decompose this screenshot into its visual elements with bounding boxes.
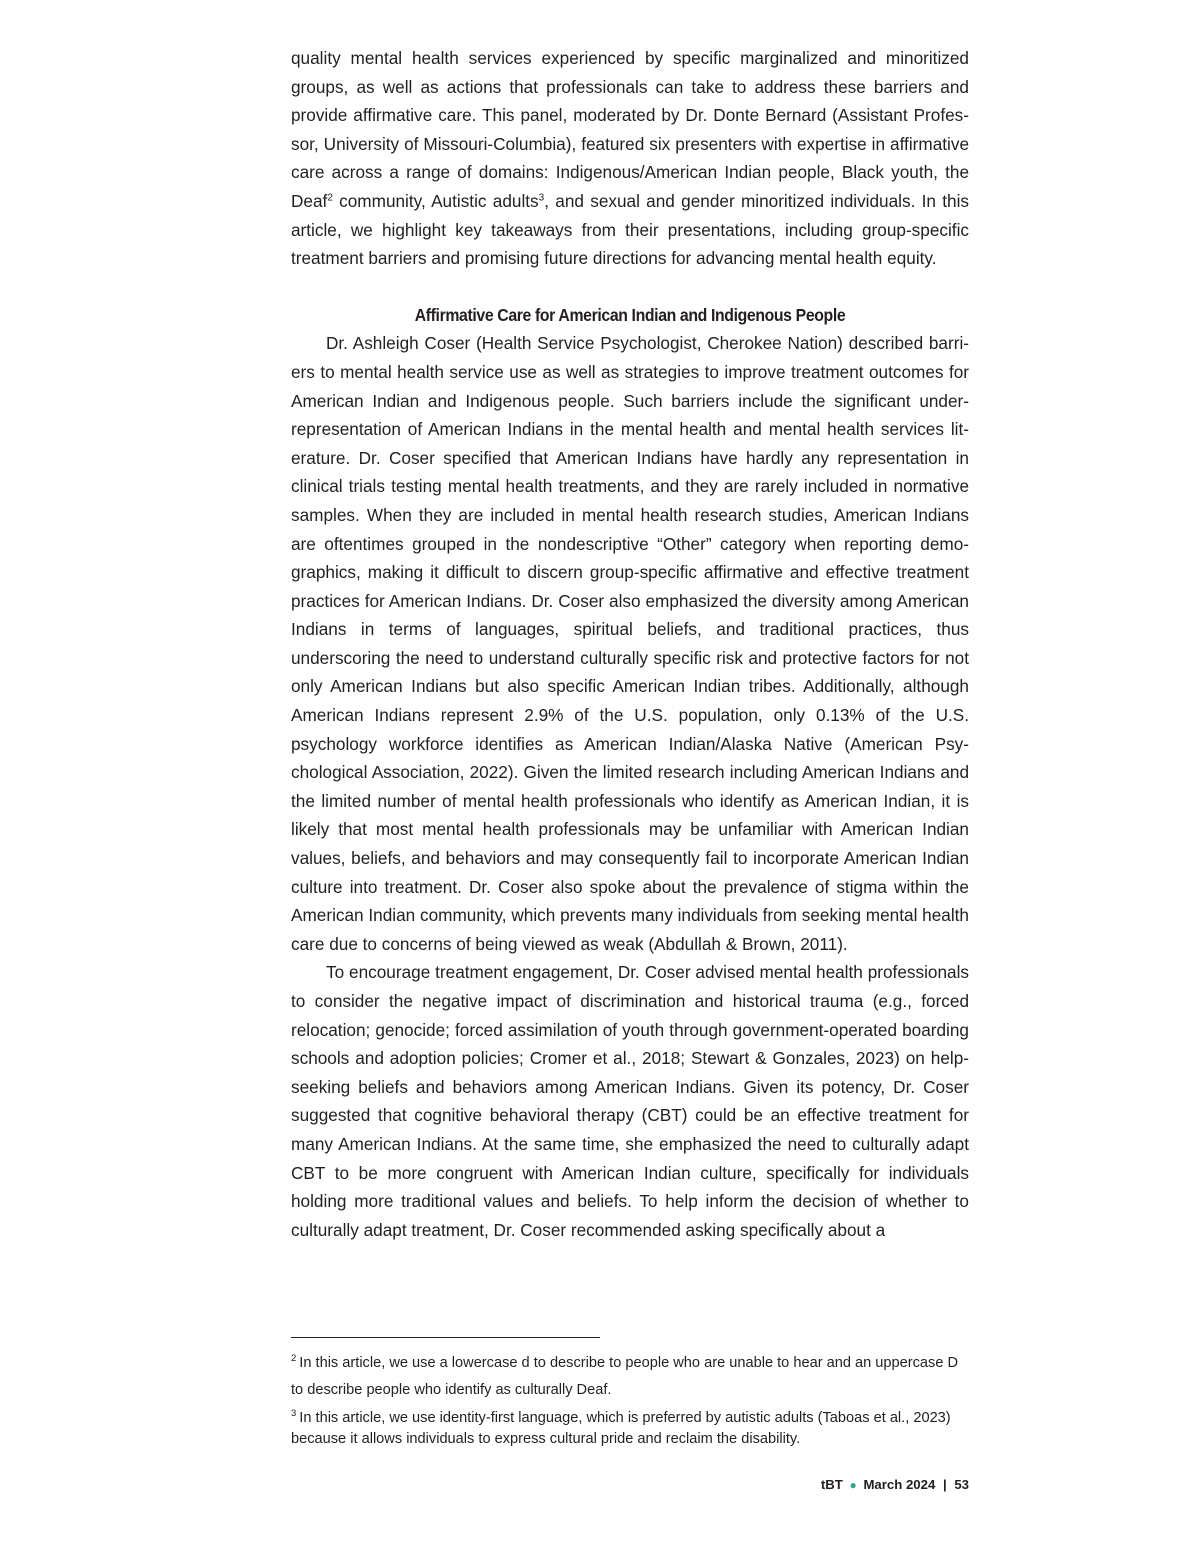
footer-separator: | <box>942 1477 947 1492</box>
body-paragraph-1: Dr. Ashleigh Coser (Health Service Psychologist, Cherokee Nation) described barriers to mental health service use as well as strategies to improve treatment outcomes for American Indian and Indigenous people. Such barriers include the significant under-representation of American Indians in the mental health and mental health services literature. Dr. Coser specified that American Indians have hardly any representation in clinical trials testing mental health treatments, and they are rarely included in normative samples. When they are included in mental health research studies, American Indians are oftentimes grouped in the nondescriptive “Other” category when reporting demographics, making it difficult to discern group-specific affirmative and effective treatment practices for American Indians. Dr. Coser also emphasized the diversity among American Indians in terms of languages, spiritual beliefs, and traditional practices, thus underscoring the need to understand culturally specific risk and protective factors for not only American Indians but also specific American Indian tribes. Additionally, although American Indians represent 2.9% of the U.S. population, only 0.13% of the U.S. psychology workforce identifies as American Indian/Alaska Native (American Psychological Association, 2022). Given the limited research including American Indians and the limited number of mental health professionals who identify as American Indian, it is likely that most mental health professionals may be unfamiliar with American Indian values, beliefs, and behaviors and may consequently fail to incorporate American Indian culture into treatment. Dr. Coser also spoke about the prevalence of stigma within the American Indian community, which prevents many individuals from seeking mental health care due to concerns of being viewed as weak (Abdullah & Brown, 2011). <box>291 333 969 954</box>
section-heading: Affirmative Care for American Indian and Indigenous People <box>414 304 846 325</box>
footnote-divider <box>291 1337 600 1338</box>
footnote-2 <box>291 1350 969 1404</box>
page-number: 53 <box>954 1477 969 1492</box>
body-paragraph-2: To encourage treatment engagement, Dr. Coser advised mental health professionals to consider the negative impact of discrimination and historical trauma (e.g., forced relocation; genocide; forced assimilation of youth through government-operated boarding schools and adoption policies; Cromer et al., 2018; Stewart & Gonzales, 2023) on help-seeking beliefs and behaviors among American Indians. Given its potency, Dr. Coser suggested that cognitive behavioral therapy (CBT) could be an effective treatment for many American Indians. At the same time, she emphasized the need to culturally adapt CBT to be more congruent with American Indian culture, specifically for individuals holding more traditional values and beliefs. To help inform the decision of whether to culturally adapt treatment, Dr. Coser recommended asking specifically about a <box>291 962 969 1240</box>
article-body <box>291 44 969 1244</box>
footnote-3 <box>291 1408 969 1450</box>
footnote-ref-2[interactable]: 2 <box>327 192 333 204</box>
intro-paragraph <box>291 44 969 273</box>
footnote-marker: 3 <box>291 1408 297 1420</box>
intro-text-start: quality mental health services experienced by specific marginalized and minoritized groups, as well as actions that professionals can take to address these barriers and provide affirmative care. This panel, moderated by Dr. Donte Bernard (Assistant Professor, University of Missouri-Columbia), featured six presenters with expertise in affirmative care across a range of domains: Indigenous/American Indian people, Black youth, the Deaf <box>291 48 969 211</box>
intro-text-mid: community, Autistic adults <box>332 190 539 211</box>
journal-name: tBT <box>820 1477 843 1492</box>
footnotes <box>291 1350 969 1450</box>
page-footer <box>821 1476 969 1494</box>
footnote-ref-3[interactable]: 3 <box>538 192 545 204</box>
bullet-dot-icon: ● <box>849 1478 857 1492</box>
intro-text-end: , and sexual and gender minoritized individuals. In this article, we highlight key takeaways from their presentations, including group-specific treatment barriers and promising future directions for advancing mental health equity. <box>291 190 970 269</box>
footnote-marker: 2 <box>291 1353 297 1365</box>
footnote-text: In this article, we use identity-first language, which is preferred by autistic adults (Taboas et al., 2023) because it allows individuals to express cultural pride and reclaim the disability. <box>291 1410 951 1447</box>
issue-date: March 2024 <box>863 1477 936 1492</box>
footnote-text: In this article, we use a lowercase d to describe to people who are unable to hear and an uppercase D to describe people who identify as culturally Deaf. <box>291 1355 959 1398</box>
